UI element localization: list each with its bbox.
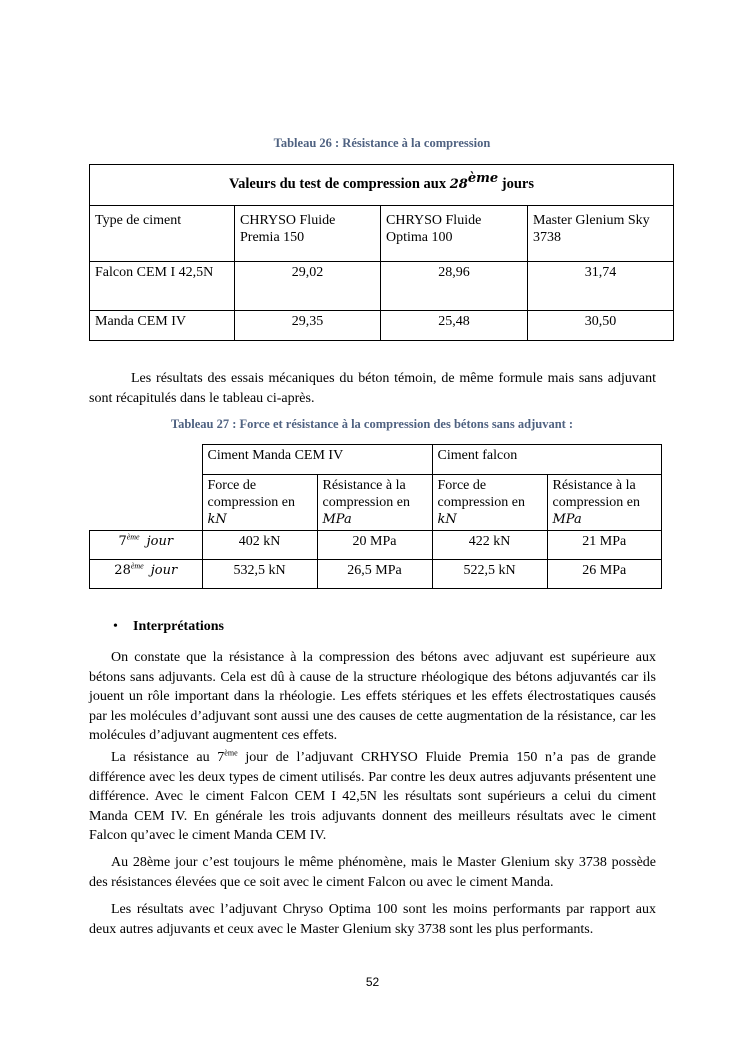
- table-cell: 28,96: [381, 262, 528, 311]
- sub-header: Force de compression en kN: [202, 475, 317, 531]
- table-cell: 29,02: [235, 262, 381, 311]
- bullet-icon: •: [113, 619, 118, 634]
- col-label: Type de ciment: [90, 206, 235, 262]
- table-cell: 422 kN: [432, 531, 547, 560]
- table-cell: 21 MPa: [547, 531, 662, 560]
- table-cell: 26 MPa: [547, 560, 662, 589]
- col-header: Master Glenium Sky 3738: [528, 206, 674, 262]
- group-header: Ciment falcon: [432, 445, 662, 475]
- paragraph-4: Les résultats avec l’adjuvant Chryso Optima 100 sont les moins performants par rapport aux deux autres adjuvants et ceux avec le Master Glenium sky 3738 sont les plus performants.: [89, 902, 656, 937]
- table-cell: 522,5 kN: [432, 560, 547, 589]
- paragraph-1: On constate que la résistance à la compression des bétons avec adjuvant est supérieure aux bétons sans adjuvants. Cela est dû à cause de la structure rhéologique des bétons adjuvantés car ils jouent un rôle important dans la rhéologie. Les effets stériques et les effets électrostatiques causés par les molécules d’adjuvant sont aussi une des causes de cette augmentation de la résistance, car les molécules d’adjuvant augmentent ces effets.: [89, 650, 656, 744]
- sub-header: Résistance à la compression en MPa: [317, 475, 432, 531]
- table-cell: 31,74: [528, 262, 674, 311]
- col-header: CHRYSO Fluide Optima 100: [381, 206, 528, 262]
- row-label: Manda CEM IV: [90, 311, 235, 341]
- page-number: 52: [365, 975, 380, 989]
- group-header: Ciment Manda CEM IV: [202, 445, 432, 475]
- table-cell: 29,35: [235, 311, 381, 341]
- row-label: 28ème jour: [90, 560, 203, 589]
- col-header: CHRYSO Fluide Premia 150: [235, 206, 381, 262]
- sub-header: Résistance à la compression en MPa: [547, 475, 662, 531]
- table-cell: 532,5 kN: [202, 560, 317, 589]
- table-cell: 30,50: [528, 311, 674, 341]
- table-cell: 402 kN: [202, 531, 317, 560]
- table-cell: 25,48: [381, 311, 528, 341]
- row-label: 7ème jour: [90, 531, 203, 560]
- interpretations-heading: • Interprétations: [113, 619, 224, 634]
- row-label: Falcon CEM I 42,5N: [90, 262, 235, 311]
- table-26-caption: Tableau 26 : Résistance à la compression: [273, 136, 491, 150]
- table-cell: 20 MPa: [317, 531, 432, 560]
- table-26-header: Valeurs du test de compression aux 28ème jours: [90, 165, 674, 206]
- intro-paragraph: Les résultats des essais mécaniques du béton témoin, de même formule mais sans adjuvant sont récapitulés dans le tableau ci-après.: [89, 371, 656, 406]
- table-cell: 26,5 MPa: [317, 560, 432, 589]
- sub-header: Force de compression en kN: [432, 475, 547, 531]
- paragraph-3: Au 28ème jour c’est toujours le même phénomène, mais le Master Glenium sky 3738 possède des résistances élevées que ce soit avec le ciment Falcon ou avec le ciment Manda.: [89, 855, 656, 890]
- empty-corner: [90, 445, 203, 531]
- paragraph-2: La résistance au 7ème jour de l’adjuvant CRHYSO Fluide Premia 150 n’a pas de grande différence avec les deux types de ciment utilisés. Par contre les deux autres adjuvants présentent une différence. Avec le ciment Falcon CEM I 42,5N les résultats sont supérieurs a celui du ciment Manda CEM IV. En générale les trois adjuvants donnent des meilleurs résultats avec le ciment Falcon qu’avec le ciment Manda CEM IV.: [89, 748, 656, 844]
- table-26: [89, 164, 674, 341]
- table-27: [89, 444, 662, 589]
- table-27-caption: Tableau 27 : Force et résistance à la compression des bétons sans adjuvant :: [170, 417, 574, 431]
